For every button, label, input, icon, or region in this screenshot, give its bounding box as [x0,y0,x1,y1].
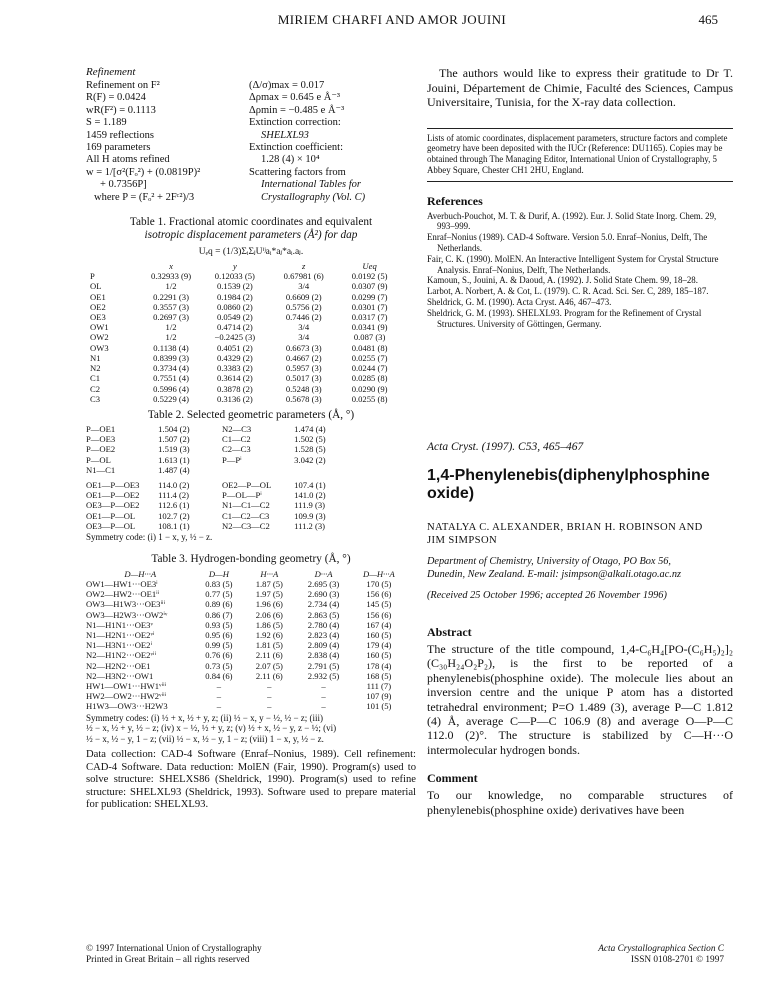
table-cell: – [216,701,222,712]
table-cell: 1.502 (5) [294,434,326,445]
table-cell: 0.93 (5) [205,619,233,630]
table-cell: 0.1138 (4) [153,342,189,353]
table1-caption-line1: Table 1. Fractional atomic coordinates and equivalent [129,216,373,229]
table-cell: 0.5248 (3) [285,383,322,394]
journal-section: Acta Crystallographica Section C [598,944,724,954]
table2-caption: Table 2. Selected geometric parameters (Å, °) [147,408,355,421]
table-cell: 0.0290 (9) [351,383,388,394]
table-cell: 0.3136 (2) [216,393,253,404]
table-cell: 0.0317 (7) [351,312,388,323]
issn-line: ISSN 0108-2701 © 1997 [630,955,724,965]
table-cell: N2 [90,363,101,374]
table-cell: – [321,691,326,702]
abstract-text: The structure of the title compound, 1,4-C₆H₄[PO-(C₆H₅)₂]₂ (C₃₀H₂₄O₂P₂), is the first to be reported of a phenylenebis(phosphine oxide). The molecule lies about an inversion centre and the unique P atom has a distorted tetrahedral environment; P=O 1.489 (3), average P—C 1.812 (4) Å, average C—P—C 106.9 (8) and average O—P—C 112.0 (2)°. The structure is stabilized by C—H···O intermolecular hydrogen bonds. [427,641,733,757]
table-cell: OE1—P—OL [86,510,136,521]
authors-line1: NATALYA C. ALEXANDER, BRIAN H. ROBINSON AND [427,522,703,534]
table-cell: N2—C3—C2 [222,520,270,531]
table-cell: 1.92 (6) [255,629,283,640]
table-cell: C1—C2 [222,434,251,445]
references-list [427,211,733,330]
table-cell: P—Pⁱ [222,454,242,465]
table3-row [86,640,406,650]
table-cell: – [216,680,222,691]
table-cell: 0.0192 (5) [351,271,388,282]
table-cell: – [267,680,272,691]
table-cell: N1—H3N1···OE2ⁱ [86,640,152,651]
table-cell: 0.3557 (3) [153,301,189,312]
table-cell: 111.9 (3) [294,500,326,511]
table3 [86,553,416,745]
table3-header-row [86,569,406,579]
table-cell: – [321,680,326,691]
table-cell: 1.613 (1) [158,454,190,465]
table-cell: 1.474 (4) [294,423,326,434]
table-cell: OE3 [90,312,106,323]
table-cell: 3/4 [298,332,310,343]
table-cell: 1/2 [165,332,177,343]
table-cell: 1.87 (5) [255,578,283,589]
table-cell: 0.3614 (2) [216,373,253,384]
table-cell: 111.2 (3) [294,520,326,531]
table-cell: 0.0301 (7) [351,301,388,312]
table2-block1 [86,424,356,475]
table-cell: 0.84 (6) [205,670,233,681]
table3-grid [86,569,406,712]
table-cell: 0.0255 (8) [351,393,388,404]
table1-caption-line2: isotropic displacement parameters (Å²) for dap [144,229,358,242]
table3-row [86,661,406,671]
footer-right [598,944,724,966]
table-cell: 0.4667 (2) [285,352,322,363]
table-cell: 0.32933 (9) [150,271,192,282]
table-cell: 1/2 [165,281,177,292]
table2-symmetry: Symmetry code: (i) 1 − x, y, ½ − z. [86,531,213,542]
table-cell: 0.6609 (2) [285,291,322,302]
divider [427,128,733,129]
table-cell: OL [90,281,102,292]
table-cell: N1—C1—C2 [222,500,270,511]
table-cell: 0.4329 (2) [216,352,253,363]
table3-row [86,599,406,609]
table-cell: 0.5996 (4) [153,383,189,394]
table-cell: OE1 [90,291,106,302]
table-cell: 108.1 (1) [158,520,190,531]
table-cell: OW1—HW1···OE3ⁱ [86,578,158,589]
table2-row [86,465,356,475]
table-cell: OW1 [90,322,109,333]
refinement-line: + 0.7356P] [100,179,147,191]
table-cell: C1 [90,373,101,384]
reference-item: Averbuch-Pouchot, M. T. & Durif, A. (1992). Eur. J. Solid State Inorg. Chem. 29, 993–999. [427,210,717,232]
table-cell: 0.7551 (4) [153,373,189,384]
table-cell: OE1—P—OE2 [86,490,140,501]
table-cell: 2.734 (4) [307,599,340,610]
refinement-line: (Δ/σ)max = 0.017 [249,80,325,91]
acknowledgement: The authors would like to express their gratitude to Dr T. Jouini, Département de Chimie, Faculté des Sciences, Campus Universitaire, Tunisia, for the X-ray data collection. [427,66,733,109]
table3-row [86,691,406,701]
table3-row [86,579,406,589]
table-cell: 107.4 (1) [294,479,326,490]
table1-formula: Uₑq = (1/3)ΣᵢΣⱼUⁱʲaᵢ*aⱼ*aᵢ.aⱼ. [198,247,304,258]
table-cell: N1—H1N1···OE3ᵛ [86,619,153,630]
table3-row [86,610,406,620]
table1-header: y [232,261,237,272]
table-cell: 109.9 (3) [294,510,326,521]
journal-citation: Acta Cryst. (1997). C53, 465–467 [427,441,584,454]
table-cell: OW3 [90,342,109,353]
refinement-line: Refinement on F² [86,80,160,91]
table-cell: 156 (6) [366,609,392,620]
table-cell: 0.0307 (9) [351,281,388,292]
reference-item: Sheldrick, G. M. (1993). SHELXL93. Program for the Refinement of Crystal Structures. University of Göttingen, Germany. [427,307,702,329]
table-cell: 0.3878 (2) [216,383,253,394]
references-heading: References [427,193,483,208]
table-cell: 0.3734 (4) [153,363,189,374]
table2-row [86,490,356,500]
table1-row [90,373,400,383]
table1-row [90,353,400,363]
table3-header: D—H [208,568,229,579]
table-cell: 178 (4) [366,660,392,671]
table3-symmetry-line2: ½ − x, ½ + y, ½ − z; (iv) x − ½, ½ + y, z; (v) ½ + x, ½ − y, z − ½; (vi) [86,723,337,734]
table-cell: 102.7 (2) [158,510,190,521]
table-cell: 0.5229 (4) [153,393,189,404]
table-cell [222,465,294,475]
table-cell: 1.487 (4) [158,464,190,475]
table3-header: H···A [260,568,279,579]
table3-row [86,681,406,691]
table-cell: 170 (5) [366,578,392,589]
comment-heading: Comment [427,771,478,786]
table-cell: 1/2 [165,322,177,333]
table-cell: P—OL [86,454,111,465]
table2-row [86,444,356,454]
table-cell: H1W3—OW3···H2W3 [86,701,168,712]
table-cell: 0.4714 (2) [216,322,253,333]
table-cell: 0.0549 (2) [216,312,253,323]
table1-row [90,343,400,353]
refinement-left [86,80,249,204]
table1-header: z [302,261,306,272]
table-cell: – [216,691,222,702]
table-cell: 1.81 (5) [255,640,283,651]
reference-item: Enraf–Nonius (1989). CAD-4 Software. Version 5.0. Enraf–Nonius, Delft, The Netherlands. [427,232,708,254]
table1-row [90,292,400,302]
refinement-line: R(F) = 0.0424 [86,92,146,104]
deposit-note: Lists of atomic coordinates, displacement parameters, structure factors and complete geometry have been deposited with the IUCr (Reference: DU1165). Copies may be obtained through The Managing Editor, International Union of Crystallography, 5 Abbey Square, Chester CH1 2HU, England. [427,132,728,175]
table-cell: 107 (9) [366,691,392,702]
table-cell: 0.2697 (3) [153,312,189,323]
footer-left [86,944,262,966]
table1-row [90,281,400,291]
table-cell: OE3—P—OE2 [86,500,140,511]
refinement-line: SHELXL93 [261,129,309,141]
table-cell: 168 (5) [366,670,392,681]
table-cell: 167 (4) [366,619,392,630]
table-cell: 0.2291 (3) [153,291,189,302]
table-cell: 0.73 (5) [205,660,233,671]
table1-header: Ueq [362,261,377,272]
table-cell: P—OE3 [86,434,116,445]
table-cell: 0.86 (7) [205,609,233,620]
table-cell: P—OE1 [86,423,116,434]
table1-row [90,322,400,332]
table-cell: P—OE2 [86,444,116,455]
table-cell: 145 (5) [366,599,392,610]
running-header [0,12,784,32]
table-cell: 2.11 (6) [255,670,283,681]
table1 [86,216,416,404]
table-cell: 0.3383 (2) [216,363,253,374]
table-cell: 0.4051 (2) [216,342,253,353]
table-cell: 0.0860 (2) [216,301,253,312]
table-cell: 1.504 (2) [158,423,190,434]
table3-header: D—H···A [363,568,395,579]
table-cell: N1 [90,352,101,363]
table-cell: 3/4 [298,322,310,333]
table-cell: 0.0481 (8) [351,342,388,353]
table-cell: 0.5017 (3) [285,373,322,384]
table2-row [86,424,356,434]
table1-row [90,332,400,342]
table-cell: 141.0 (2) [294,490,326,501]
reference-item: Fair, C. K. (1990). MolEN. An Interactive Intelligent System for Crystal Structure Analysis. Enraf–Nonius, Delft, The Netherlands. [427,253,719,275]
refinement-line: Δρmin = −0.485 e Å⁻³ [249,104,345,116]
table-cell: OE2 [90,301,106,312]
table3-row [86,671,406,681]
table-cell: N1—C1 [86,464,116,475]
table-cell: 0.8399 (3) [153,352,189,363]
table-cell: 0.95 (6) [205,629,233,640]
table-cell: 1.528 (5) [294,444,326,455]
table-cell: 0.0285 (8) [351,373,388,384]
table-cell: 2.690 (3) [307,589,340,600]
refinement-line: Scattering factors from [249,166,346,178]
table1-row [90,363,400,373]
table3-row [86,589,406,599]
copyright-line: © 1997 International Union of Crystallography [86,944,262,954]
divider [427,181,733,182]
refinement-line: International Tables for [261,179,361,191]
table-cell: N2—H1N2···OE2ᵛⁱⁱ [86,650,157,661]
refinement-line: Δρmax = 0.645 e Å⁻³ [249,92,341,104]
table3-caption: Table 3. Hydrogen-bonding geometry (Å, °) [151,552,351,565]
table-cell: 0.12033 (5) [214,271,255,282]
printed-line: Printed in Great Britain – all rights reserved [86,955,250,965]
table-cell: 2.809 (4) [307,640,340,651]
table1-row [90,384,400,394]
table-cell: 2.932 (5) [307,670,340,681]
table-cell: N2—H3N2···OW1 [86,670,154,681]
refinement-line: 1459 reflections [86,129,154,141]
table-cell: 0.0299 (7) [351,291,388,302]
table3-header: D···A [314,568,333,579]
table2-row [86,434,356,444]
table2-row [86,480,356,490]
table-cell: HW2—OW2···HW2ᵛⁱⁱⁱ [86,691,167,702]
table-cell: 0.7446 (2) [285,312,322,323]
table1-header [90,261,141,271]
comment-text: To our knowledge, no comparable structures of phenylenebis(phosphine oxide) derivatives have been [427,788,733,817]
table-cell: 2.823 (4) [307,629,340,640]
table-cell: 0.5957 (3) [285,363,322,374]
table-cell: 0.77 (5) [205,589,233,600]
table-cell: C1—C2—C3 [222,510,270,521]
table-cell: 0.89 (6) [205,599,233,610]
table-cell: 2.695 (3) [307,578,340,589]
table-cell: 111.4 (2) [158,490,189,501]
table2-row [86,511,356,521]
table2 [86,409,416,543]
refinement-right [249,80,416,204]
table-cell: OE2—P—OL [222,479,272,490]
table-cell: – [321,701,326,712]
table3-symmetry-line1: Symmetry codes: (i) ½ + x, ½ + y, z; (ii) ½ − x, y − ½, ½ − z; (iii) [86,712,324,723]
table-cell: OW2 [90,332,109,343]
affiliation-line2: Dunedin, New Zealand. E-mail: jsimpson@alkali.otago.ac.nz [427,568,682,580]
table-cell: 0.087 (3) [353,332,386,343]
authors-line2: JIM SIMPSON [427,535,498,547]
table-cell: – [267,701,272,712]
refinement-line: S = 1.189 [86,117,127,129]
table-cell: 0.1539 (2) [216,281,253,292]
abstract-heading: Abstract [427,624,472,639]
table1-row [90,271,400,281]
table-cell: 114.0 (2) [158,479,190,490]
table-cell: 0.5678 (3) [285,393,322,404]
table-cell: 112.6 (1) [158,500,190,511]
table1-row [90,312,400,322]
reference-item: Sheldrick, G. M. (1990). Acta Cryst. A46, 467–473. [427,297,612,308]
table2-row [86,500,356,510]
refinement-line: Extinction correction: [249,117,341,129]
table-cell: 0.1984 (2) [216,291,253,302]
page-number: 465 [698,12,718,27]
table-cell: 0.6673 (3) [285,342,322,353]
table3-row [86,630,406,640]
article-title: 1,4-Phenylenebis(diphenylphosphine oxide) [427,467,710,503]
table3-row [86,620,406,630]
table-cell: OW2—HW2···OE1ⁱⁱ [86,589,160,600]
refinement-line: Extinction coefficient: [249,142,343,154]
table-cell: 2.863 (5) [307,609,340,620]
affiliation-line1: Department of Chemistry, University of Otago, PO Box 56, [427,556,671,568]
table-cell: P [90,271,95,282]
table-cell: 111 (7) [366,680,392,691]
table3-row [86,650,406,660]
table-cell: 1.86 (5) [255,619,283,630]
refinement-line: 169 parameters [86,142,151,154]
table-cell: OW3—H1W3···OE3ⁱⁱⁱ [86,599,166,610]
table-cell: 1.96 (6) [255,599,283,610]
table-cell: 0.67981 (6) [283,271,324,282]
table-cell: 1.507 (2) [158,434,190,445]
table-cell: 0.0244 (7) [351,363,388,374]
reference-item: Kamoun, S., Jouini, A. & Daoud, A. (1992). J. Solid State Chem. 99, 18–28. [427,275,698,286]
table-cell: 101 (5) [366,701,392,712]
table-cell: C2 [90,383,101,394]
table-cell: 2.06 (6) [255,609,283,620]
table1-header: x [169,261,173,272]
table-cell: 0.76 (6) [205,650,233,661]
table3-header: D—H···A [124,568,157,579]
received-dates: (Received 25 October 1996; accepted 26 November 1996) [427,590,667,602]
table2-row [86,521,356,531]
table3-row [86,701,406,711]
table-cell: 160 (5) [366,629,392,640]
table1-body [90,271,400,404]
table2-row [86,455,356,465]
table1-header-row [90,261,400,271]
table-cell: 0.83 (5) [205,578,233,589]
table-cell: 0.99 (5) [205,640,233,651]
refinement-line: wR(F²) = 0.1113 [86,104,156,116]
table-cell: −0.2425 (3) [214,332,256,343]
left-column [86,66,416,812]
table3-symmetry-line3: ½ − x, ½ − y, 1 − z; (vii) ½ − x, ½ − y, 1 − z; (viii) 1 − x, y, ½ − z. [86,734,324,745]
refinement-line: All H atoms refined [86,154,170,166]
table-cell: 156 (6) [366,589,392,600]
table-cell: OE1—P—OE3 [86,479,140,490]
table-cell: N1—H2N1···OE2ᵛⁱ [86,629,155,640]
refinement-line: Crystallography (Vol. C) [261,191,366,203]
table-cell: 2.791 (5) [307,660,340,671]
right-column [427,66,733,817]
reference-item: Larbot, A. Norbert, A. & Cot, L. (1979). C. R. Acad. Sci. Ser. C, 289, 185–187. [427,286,709,297]
table-cell: OE3—P—OL [86,520,136,531]
table-cell: 1.519 (3) [158,444,190,455]
table1-row [90,394,400,404]
refinement-line: where P = (Fₒ² + 2Fᶜ²)/3 [94,191,195,203]
table-cell: 0.0341 (9) [351,322,388,333]
table-cell: N2—H2N2···OE1 [86,660,151,671]
table-cell: 2.07 (5) [255,660,283,671]
table-cell: C2—C3 [222,444,251,455]
table-cell: 1.97 (5) [255,589,283,600]
table-cell: 160 (5) [366,650,392,661]
table-cell: 3/4 [298,281,310,292]
data-collection-paragraph: Data collection: CAD-4 Software (Enraf–Nonius, 1989). Cell refinement: CAD-4 Software. Data reduction: MolEN (Fair, 1990). Program(s) used to solve structure: SHELXS86 (Sheldrick, 1990). Program(s) used to refine structure: SHELXL93 (Sheldrick, 1993). Software used to prepare material for publication: SHELXL93. [86,748,416,811]
table-cell: HW1—OW1···HW1ᵛⁱⁱⁱ [86,680,167,691]
refinement-block [86,80,416,204]
table-cell: N2—C3 [222,423,252,434]
table1-row [90,302,400,312]
table-cell: – [267,691,272,702]
table-cell [294,465,356,475]
table-cell: P—OL—Pⁱ [222,490,262,501]
table-cell: 2.838 (4) [307,650,340,661]
refinement-line: w = 1/[σ²(Fₒ²) + (0.0819P)² [86,166,201,178]
running-title: MIRIEM CHARFI AND AMOR JOUINI [277,12,507,27]
table1-grid [90,261,400,271]
table-cell: 2.780 (4) [307,619,340,630]
table-cell: C3 [90,393,101,404]
refinement-heading: Refinement [86,66,136,78]
table-cell: OW3—H2W3···OW2ⁱᵛ [86,609,168,620]
table-cell: 2.11 (6) [255,650,283,661]
table2-block2 [86,480,356,531]
table-cell: 3.042 (2) [294,454,326,465]
refinement-line: 1.28 (4) × 10⁴ [261,154,320,166]
table-cell: 0.0255 (7) [351,352,388,363]
table-cell: 179 (4) [366,640,392,651]
table-cell: 0.5756 (2) [285,301,322,312]
